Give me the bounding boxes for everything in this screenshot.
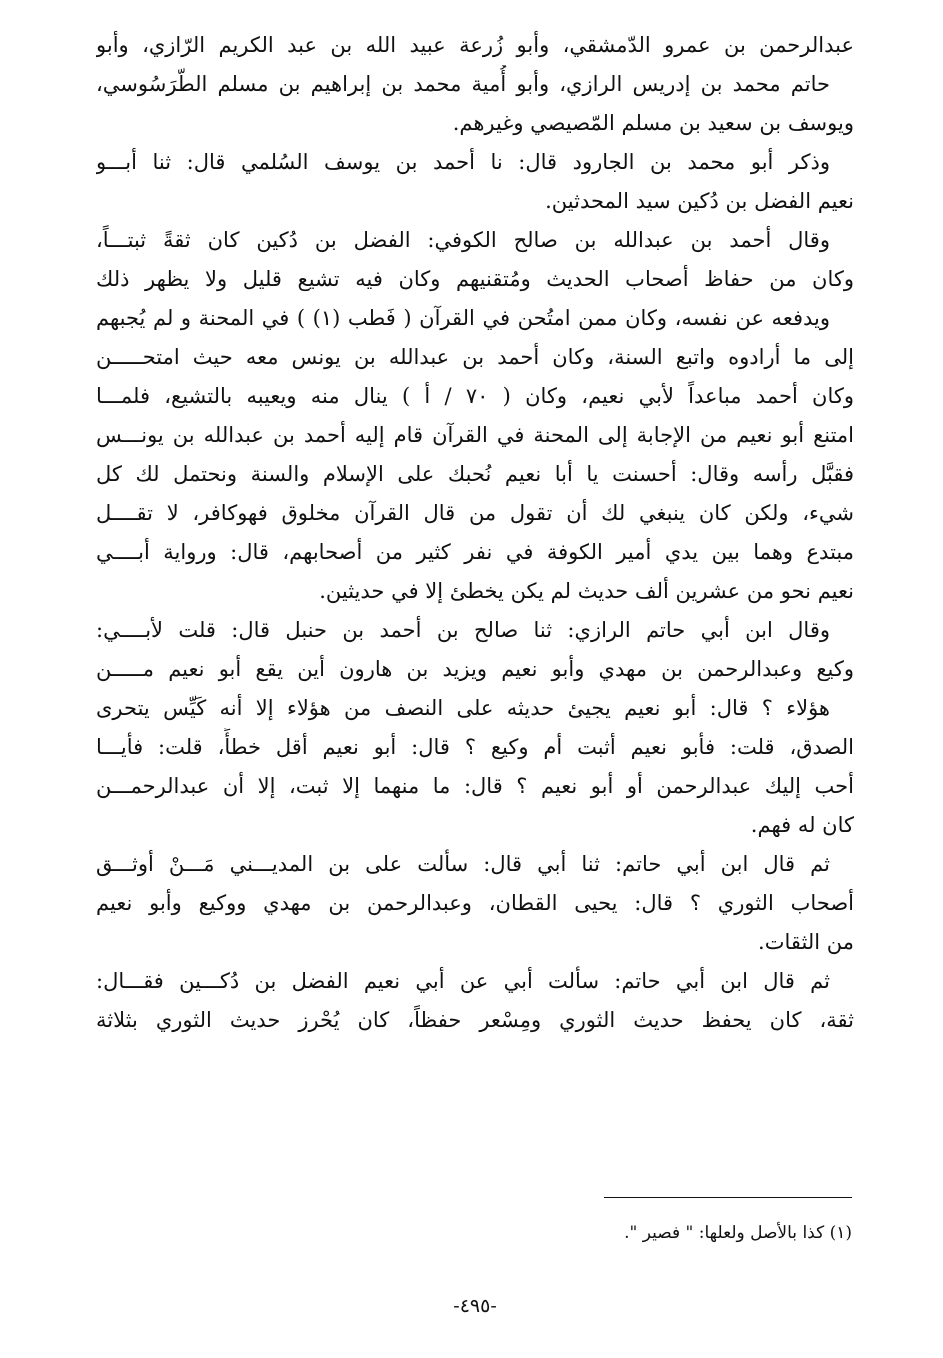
page-number: -٤٩٥- [453, 1295, 497, 1317]
text-line: إلى ما أرادوه واتبع السنة، وكان أحمد بن عبدالله بن يونس معه حيث امتحـــــن [96, 345, 854, 369]
text-line: ويدفعه عن نفسه، وكان ممن امتُحن في القرآن ( فَطب (١) ) في المحنة و لم يُجبهم [96, 306, 830, 330]
text-line: نعيم نحو من عشرين ألف حديث لم يكن يخطئ إلا في حديثين. [319, 579, 854, 603]
text-line: من الثقات. [758, 930, 854, 954]
text-line: أحب إليك عبدالرحمن أو أبو نعيم ؟ قال: ما منهما إلا ثبت، إلا أن عبدالرحمـــن [96, 774, 854, 798]
text-line: وكان أحمد مباعداً لأبي نعيم، وكان ( ٧٠ / أ ) ينال منه ويعيبه بالتشيع، فلمـــا [96, 384, 854, 408]
text-line: ثقة، كان يحفظ حديث الثوري ومِسْعر حفظاً، كان يُحْرز حديث الثوري بثلاثة [96, 1008, 854, 1032]
text-line: الصدق، قلت: فأبو نعيم أثبت أم وكيع ؟ قال: أبو نعيم أقل خطأً، قلت: فأيـــا [96, 735, 854, 759]
text-line: وقال ابن أبي حاتم الرازي: ثنا صالح بن أحمد بن حنبل قال: قلت لأبــــي: [96, 618, 830, 642]
text-line: حاتم محمد بن إدريس الرازي، وأبو أُمية محمد بن إبراهيم بن مسلم الطّرَسُوسي، [96, 72, 830, 96]
text-line: أصحاب الثوري ؟ قال: يحيى القطان، وعبدالرحمن بن مهدي ووكيع وأبو نعيم [96, 891, 854, 915]
text-line: ثم قال ابن أبي حاتم: ثنا أبي قال: سألت على بن المديـــني مَـــنْ أوثـــق [96, 852, 830, 876]
text-line: مبتدع وهما بين يدي أمير الكوفة في نفر كثير من أصحابهم، قال: ورواية أبــــي [96, 540, 854, 564]
text-line: هؤلاء ؟ قال: أبو نعيم يجيئ حديثه على النصف من هؤلاء إلا أنه كَيِّس يتحرى [96, 696, 830, 720]
text-line: عبدالرحمن بن عمرو الدّمشقي، وأبو زُرعة عبيد الله بن عبد الكريم الرّازي، وأبو [96, 33, 854, 57]
text-line: فقبَّل رأسه وقال: أحسنت يا أبا نعيم نُحبك على الإسلام والسنة ونحتمل لك كل [96, 462, 854, 486]
text-line: ويوسف بن سعيد بن مسلم المّصيصي وغيرهم. [452, 111, 854, 135]
text-line: كان له فهم. [750, 813, 854, 837]
text-line: وقال أحمد بن عبدالله بن صالح الكوفي: الفضل بن دُكين كان ثقةً ثبتـــاً، [96, 228, 830, 252]
text-line: امتنع أبو نعيم من الإجابة إلى المحنة في القرآن قام إليه أحمد بن عبدالله بن يونـــس [96, 423, 854, 447]
text-line: شيء، ولكن كان ينبغي لك أن تقول من قال القرآن مخلوق فهوكافر، لا تقــــل [96, 501, 854, 525]
footnote: (١) كذا بالأصل ولعلها: " فصير ". [624, 1223, 852, 1243]
body-text [96, 26, 854, 1040]
text-line: نعيم الفضل بن دُكين سيد المحدثين. [545, 189, 854, 213]
text-line: ثم قال ابن أبي حاتم: سألت أبي عن أبي نعيم الفضل بن دُكـــين فقـــال: [96, 969, 830, 993]
text-line: وكان من حفاظ أصحاب الحديث ومُتقنيهم وكان فيه تشيع قليل ولا يظهر ذلك [96, 267, 854, 291]
footnote-divider [604, 1197, 852, 1198]
text-line: وكيع وعبدالرحمن بن مهدي وأبو نعيم ويزيد بن هارون أين يقع أبو نعيم مـــــن [96, 657, 854, 681]
text-line: وذكر أبو محمد بن الجارود قال: نا أحمد بن يوسف السُلمي قال: ثنا أبـــو [96, 150, 830, 174]
